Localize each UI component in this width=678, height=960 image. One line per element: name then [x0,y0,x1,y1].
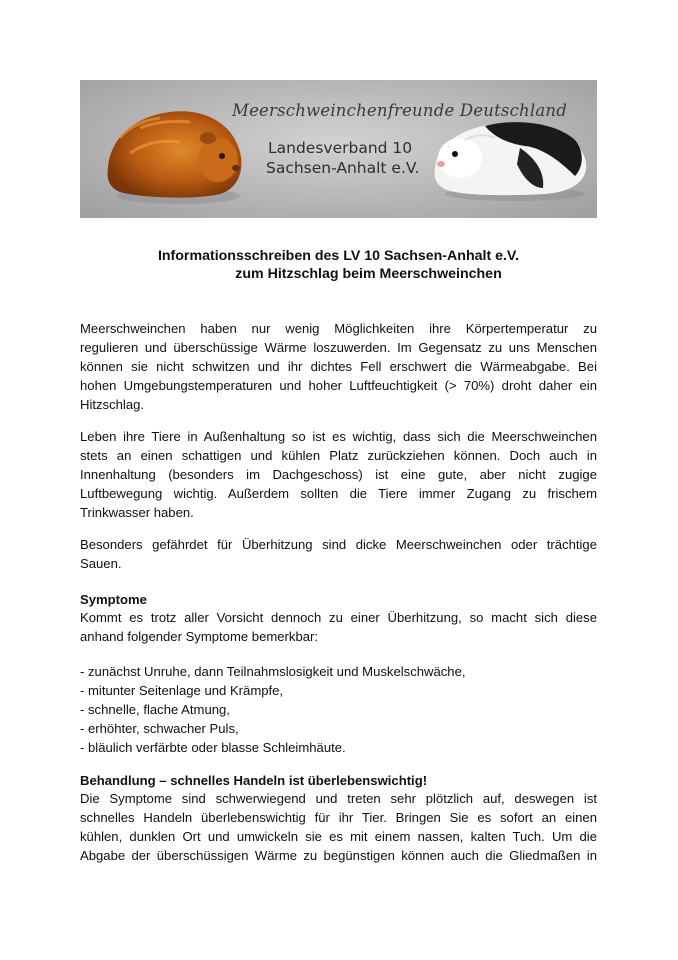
text-line: hohen Umgebungstemperaturen und hoher Luftfeuchtigkeit (> 70%) droht daher ein [80,378,597,393]
treatment-text [80,789,597,865]
brown-guinea-pig-image [100,98,250,208]
list-item: - zunächst Unruhe, dann Teilnahmslosigkeit und Muskelschwäche, [80,664,466,679]
document-title-line-2: zum Hitzschlag beim Meerschweinchen [235,266,502,282]
text-line: stets an einen schattigen und kühlen Platz zurückziehen können. Doch auch in [80,448,597,463]
symptoms-heading: Symptome [80,592,147,607]
text-line: Besonders gefährdet für Überhitzung sind dicke Meerschweinchen oder trächtige [80,537,597,552]
black-white-guinea-pig-image [425,108,590,203]
association-line-2: Sachsen-Anhalt e.V. [266,159,420,177]
paragraph-housing [80,427,597,522]
text-line: Luftbewegung wichtig. Außerdem sollten die Tiere immer Zugang zu frischem [80,486,597,501]
text-line: können sie nicht schwitzen und ihr dichtes Fell erschwert die Wärmeabgabe. Bei [80,359,597,374]
text-line: schnelles Handeln überlebenswichtig für ihr Tier. Bringen Sie es sofort an einen [80,810,597,825]
list-item: - mitunter Seitenlage und Krämpfe, [80,683,284,698]
list-item: - bläulich verfärbte oder blasse Schleimhäute. [80,740,346,755]
text-line: Kommt es trotz aller Vorsicht dennoch zu einer Überhitzung, so macht sich diese [80,610,597,625]
text-line: Die Symptome sind schwerwiegend und treten sehr plötzlich auf, deswegen ist [80,791,597,806]
club-name: Meerschweinchenfreunde Deutschland [232,101,567,120]
paragraph-intro [80,319,597,414]
text-line: Sauen. [80,556,122,571]
text-line: Abgabe der überschüssigen Wärme zu begünstigen können auch die Gliedmaßen in [80,848,597,863]
association-line-1: Landesverband 10 [268,139,413,157]
text-line: kühlen, dunklen Ort und umwickeln sie es mit einem nassen, kalten Tuch. Um die [80,829,597,844]
text-line: Innenhaltung (besonders im Dachgeschoss) ist eine gute, aber nicht zugige [80,467,597,482]
text-line: Trinkwasser haben. [80,505,194,520]
symptoms-intro [80,608,597,646]
text-line: Meerschweinchen haben nur wenig Möglichkeiten ihre Körpertemperatur zu [80,321,597,336]
list-item: - schnelle, flache Atmung, [80,702,230,717]
text-line: Hitzschlag. [80,397,145,412]
document-title-line-1: Informationsschreiben des LV 10 Sachsen-Anhalt e.V. [157,248,520,264]
list-item: - erhöhter, schwacher Puls, [80,721,239,736]
text-line: anhand folgender Symptome bemerkbar: [80,629,319,644]
treatment-heading: Behandlung – schnelles Handeln ist überlebenswichtig! [80,773,428,788]
paragraph-risk-groups [80,535,597,573]
text-line: regulieren und überschüssige Wärme loszuwerden. Im Gegensatz zu uns Menschen [80,340,597,355]
header-banner [80,80,597,218]
symptoms-list [80,662,597,757]
text-line: Leben ihre Tiere in Außenhaltung so ist es wichtig, dass sich die Meerschweinchen [80,429,597,444]
